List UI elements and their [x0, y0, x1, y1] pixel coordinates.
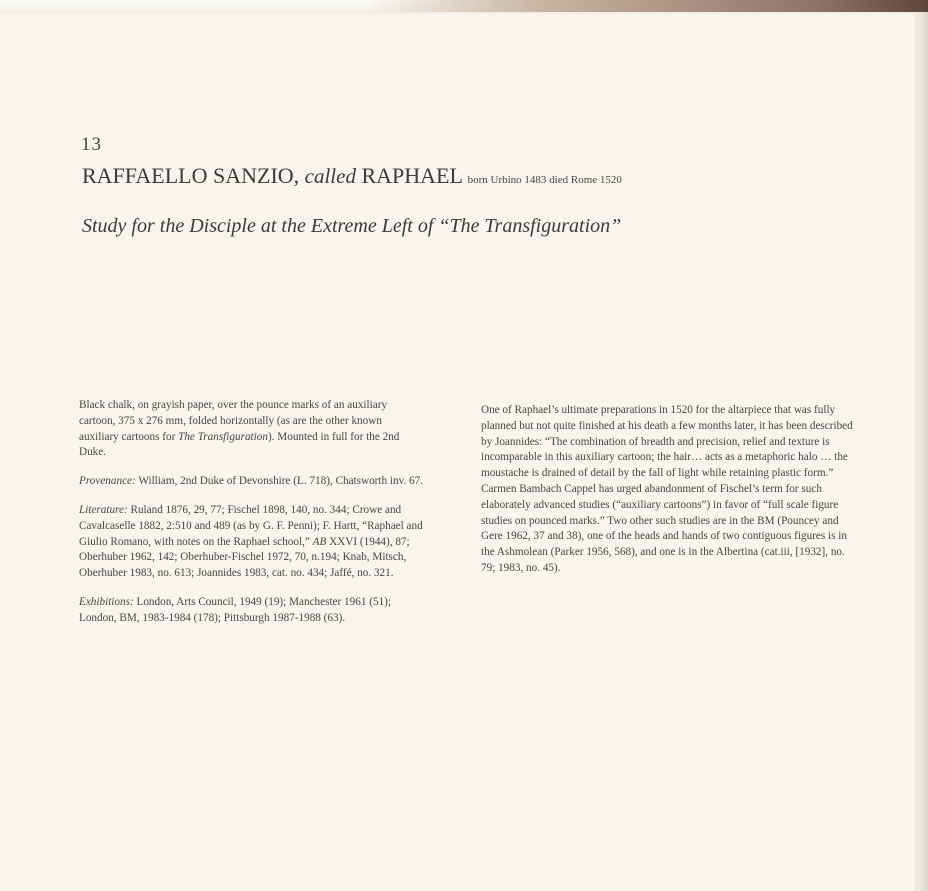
- literature-text: Ruland 1876, 29, 77; Fischel 1898, 140, no. 344; Crowe and Cavalcaselle 1882, 2:510 and 489 (as by G. F. Penni); F. Hartt, “Raphael and Giulio Romano, with notes on the Raphael school,”: [79, 503, 423, 548]
- exhibitions-paragraph: [79, 595, 424, 627]
- exhibitions-label: Exhibitions:: [79, 595, 134, 608]
- catalogue-number: 13: [81, 134, 102, 155]
- work-title: Study for the Disciple at the Extreme Left of “The Transfiguration”: [82, 215, 622, 237]
- literature-paragraph: [79, 503, 424, 582]
- medium-text-end: ). Mounted in full for the 2nd Duke.: [79, 430, 400, 459]
- life-dates: born Urbino 1483 died Rome 1520: [467, 174, 622, 186]
- medium-text: Black chalk, on grayish paper, over the pounce marks of an auxiliary cartoon, 375 x 276 mm, folded horizontally (as are the other known auxiliary cartoons for: [79, 399, 388, 443]
- literature-label: Literature:: [79, 503, 128, 516]
- literature-italic: AB: [312, 535, 327, 548]
- literature-text-end: XXVI (1944), 87; Oberhuber 1962, 142; Oberhuber-Fischel 1972, 70, n.194; Knab, Mitsch, Oberhuber 1983, no. 613; Joannides 1983, cat. no. 434; Jaffé, no. 321.: [79, 535, 410, 580]
- artist-alias: RAPHAEL: [361, 163, 463, 188]
- provenance-text: William, 2nd Duke of Devonshire (L. 718), Chatsworth inv. 67.: [138, 475, 424, 488]
- called-label: called: [304, 164, 356, 188]
- page-gutter-shadow: [914, 12, 928, 891]
- artist-name: RAFFAELLO SANZIO,: [82, 163, 300, 188]
- artist-heading: [82, 163, 622, 189]
- medium-paragraph: [79, 398, 424, 461]
- essay-paragraph: One of Raphael’s ultimate preparations in 1520 for the altarpiece that was fully planned but not quite finished at his death a few months later, it has been described by Joannides: “The combination of breadth and precision, relief and texture is incomparable in this auxiliary cartoon; the hair… acts as a metaphoric halo … the moustache is drained of detail by the fall of light while retaining plastic form.” Carmen Bambach Cappel has urged abandonment of Fischel’s term for such elaborately advanced studies (“auxiliary cartoons”) in favor of “full scale figure studies on pounced marks.” Two other such studies are in the BM (Pouncey and Gere 1962, 37 and 38), one of the heads and hands of two contiguous figures is in the Ashmolean (Parker 1956, 568), and one is in the Albertina (cat.iii, [1932], no. 79; 1983, no. 45).: [481, 404, 853, 574]
- essay-column: [481, 403, 853, 590]
- exhibitions-text: London, Arts Council, 1949 (19); Manchester 1961 (51); London, BM, 1983-1984 (178); Pittsburgh 1987-1988 (63).: [79, 595, 391, 624]
- adjacent-page-edge: [368, 0, 928, 12]
- catalogue-entry-details: [79, 398, 424, 640]
- medium-italic-title: The Transfiguration: [178, 430, 268, 443]
- provenance-paragraph: [79, 474, 424, 490]
- provenance-label: Provenance:: [79, 475, 136, 488]
